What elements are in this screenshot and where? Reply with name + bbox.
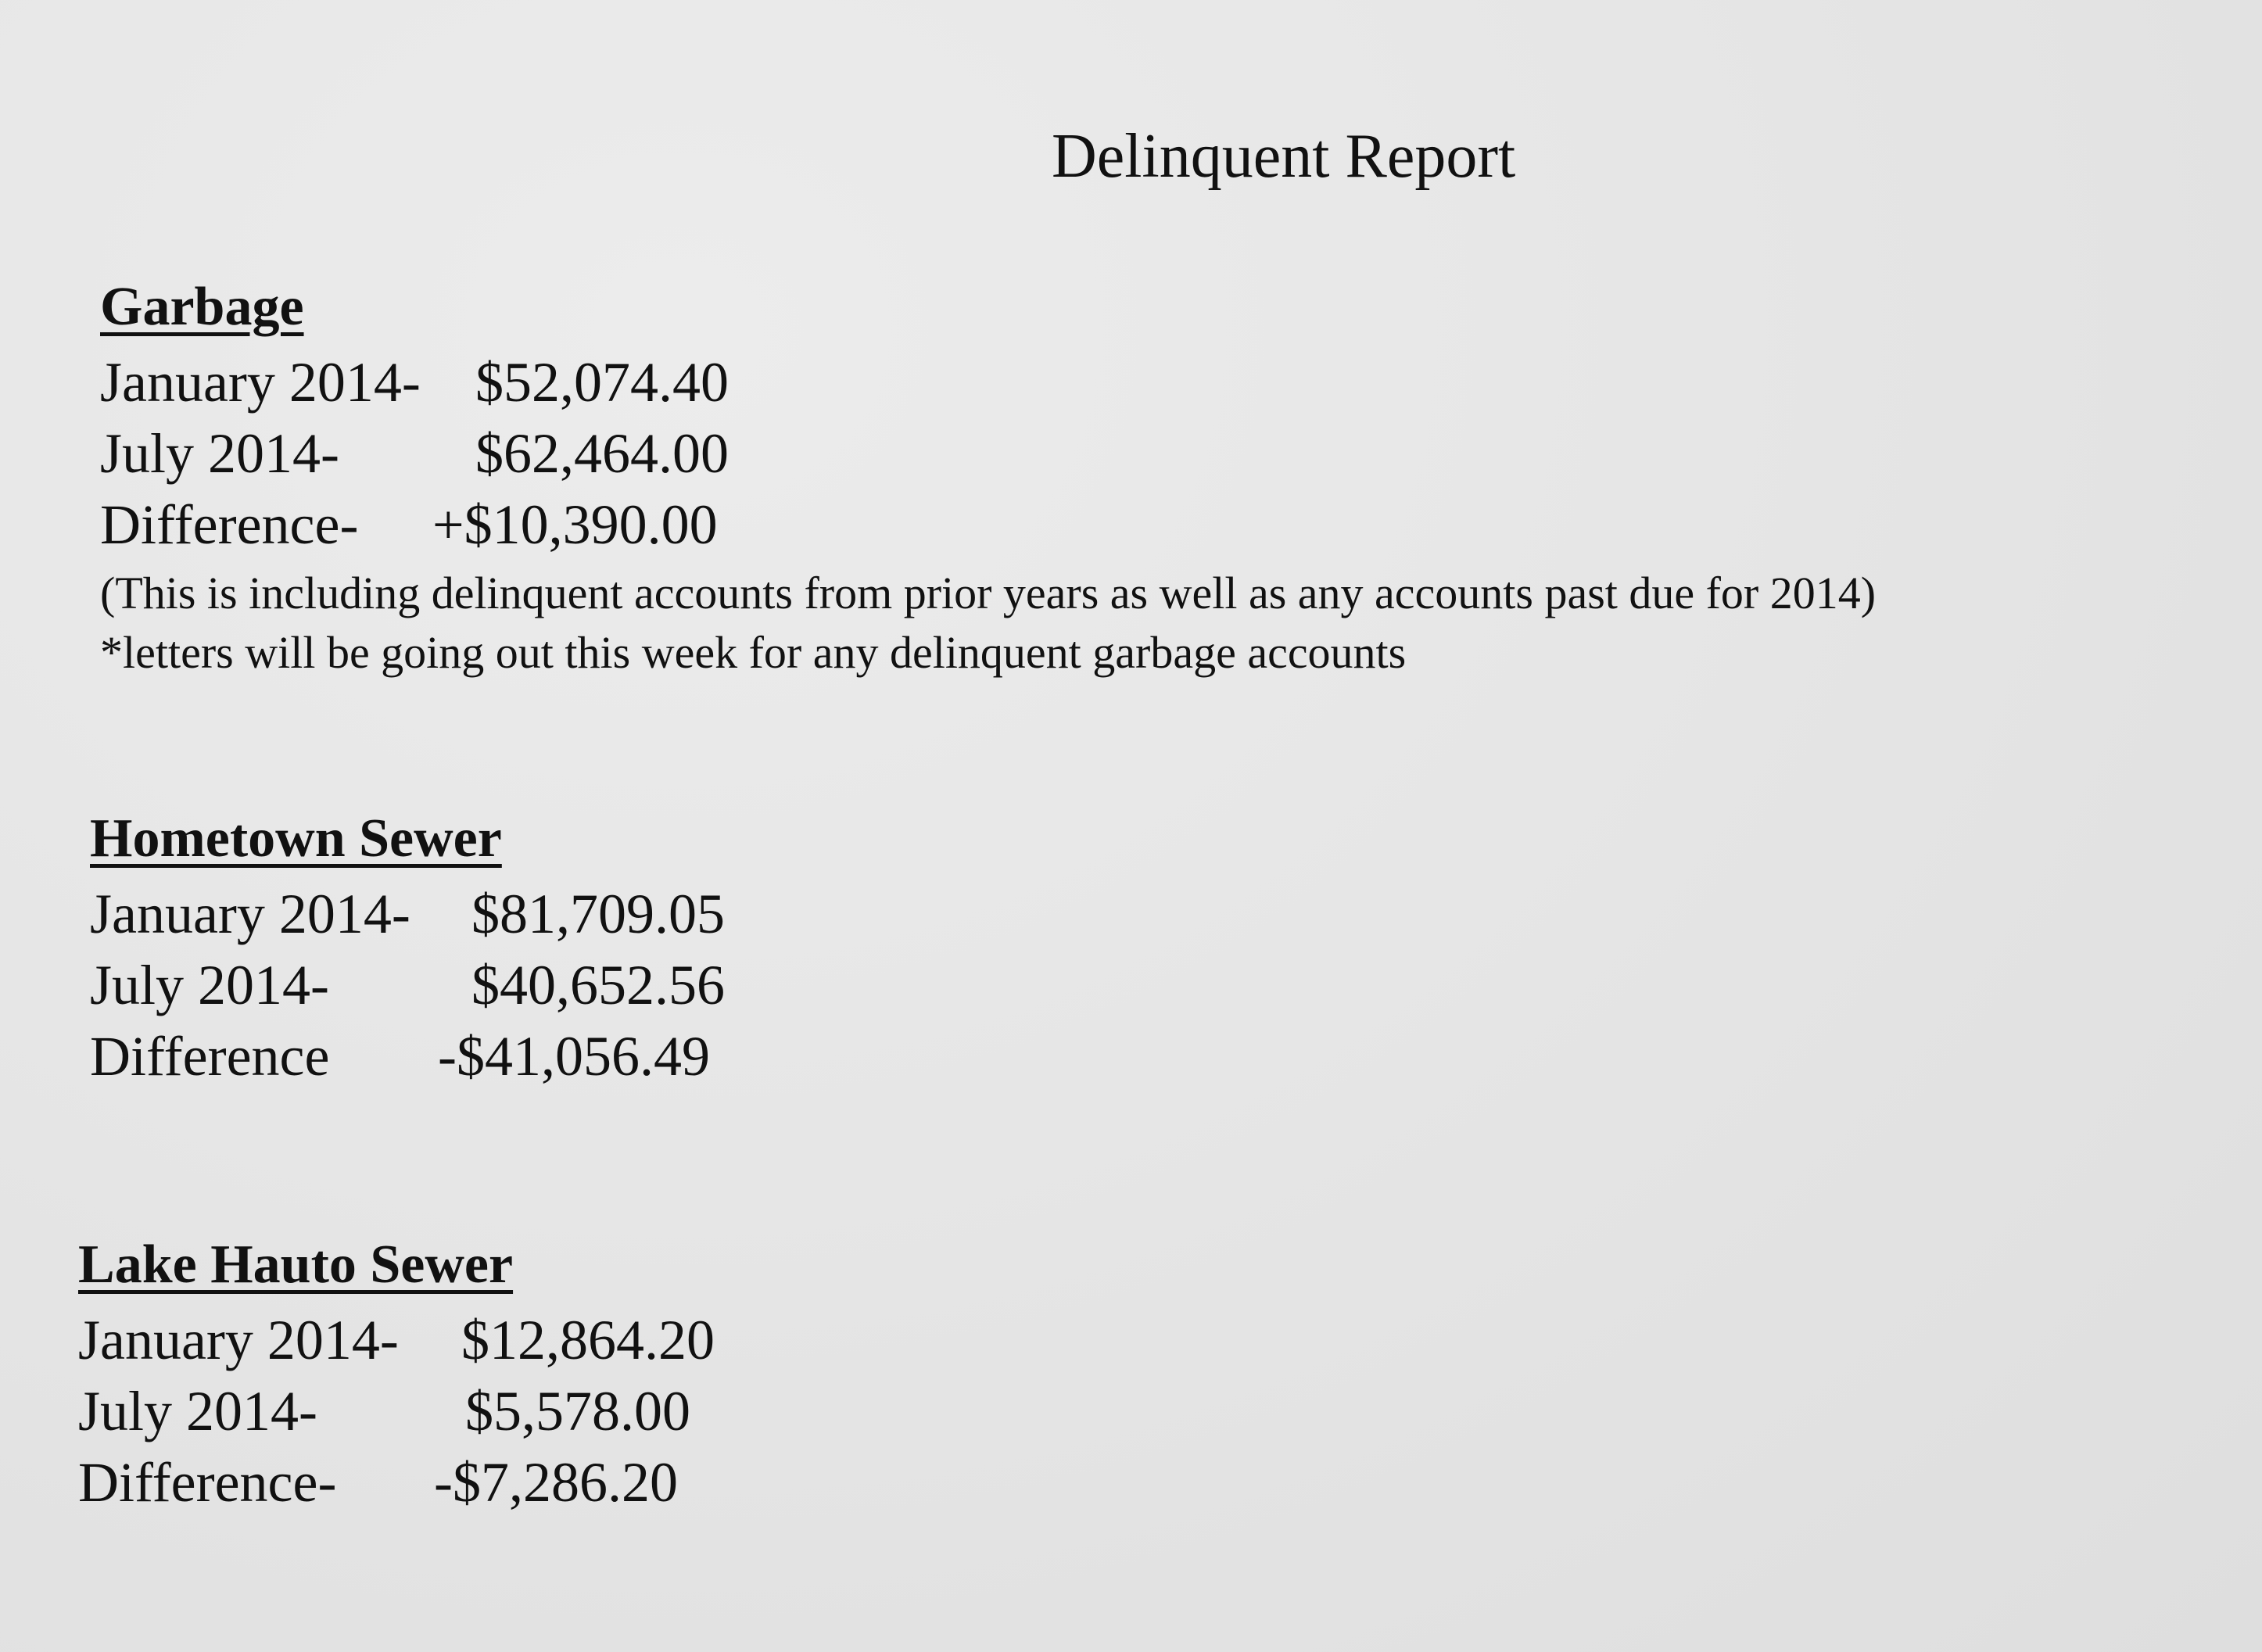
row-amount: $62,464.00 xyxy=(475,422,729,485)
row-amount: $12,864.20 xyxy=(461,1309,715,1371)
row-july xyxy=(78,1376,690,1447)
row-amount: +$10,390.00 xyxy=(432,493,718,556)
page-title: Delinquent Report xyxy=(1052,122,1516,191)
row-label: Difference- xyxy=(78,1451,337,1514)
row-difference xyxy=(100,489,1876,561)
row-amount: $52,074.40 xyxy=(475,351,729,414)
row-difference xyxy=(78,1447,678,1518)
section-heading-hometown-sewer: Hometown Sewer xyxy=(90,808,502,869)
note-prior-years: (This is including delinquent accounts from prior years as well as any accounts past due for 2014) xyxy=(100,568,1877,618)
row-amount: $5,578.00 xyxy=(465,1380,690,1442)
garbage-rows xyxy=(100,347,1876,561)
row-label: Difference xyxy=(90,1025,330,1088)
garbage-section xyxy=(100,274,1876,683)
section-heading-garbage: Garbage xyxy=(100,277,304,337)
row-amount: -$41,056.49 xyxy=(438,1025,710,1088)
row-amount: $81,709.05 xyxy=(471,883,725,945)
row-july xyxy=(90,950,725,1021)
row-label: July 2014- xyxy=(90,954,329,1016)
row-january xyxy=(100,347,1876,418)
hometown-sewer-section xyxy=(90,805,725,1092)
row-july xyxy=(100,418,1876,489)
row-amount: $40,652.56 xyxy=(471,954,725,1016)
row-january xyxy=(90,879,725,950)
row-label: July 2014- xyxy=(78,1380,317,1442)
row-label: July 2014- xyxy=(100,422,339,485)
lake-hauto-sewer-section xyxy=(78,1231,715,1518)
lake-hauto-sewer-rows xyxy=(78,1305,715,1518)
row-january xyxy=(78,1305,715,1376)
note-letters: *letters will be going out this week for any delinquent garbage accounts xyxy=(100,627,1407,678)
section-heading-lake-hauto-sewer: Lake Hauto Sewer xyxy=(78,1235,514,1295)
hometown-sewer-rows xyxy=(90,879,725,1092)
row-label: January 2014- xyxy=(90,883,410,945)
row-label: Difference- xyxy=(100,493,359,556)
row-label: January 2014- xyxy=(100,351,421,414)
row-label: January 2014- xyxy=(78,1309,399,1371)
row-difference xyxy=(90,1021,710,1092)
garbage-notes xyxy=(100,564,1876,683)
row-amount: -$7,286.20 xyxy=(434,1451,678,1514)
